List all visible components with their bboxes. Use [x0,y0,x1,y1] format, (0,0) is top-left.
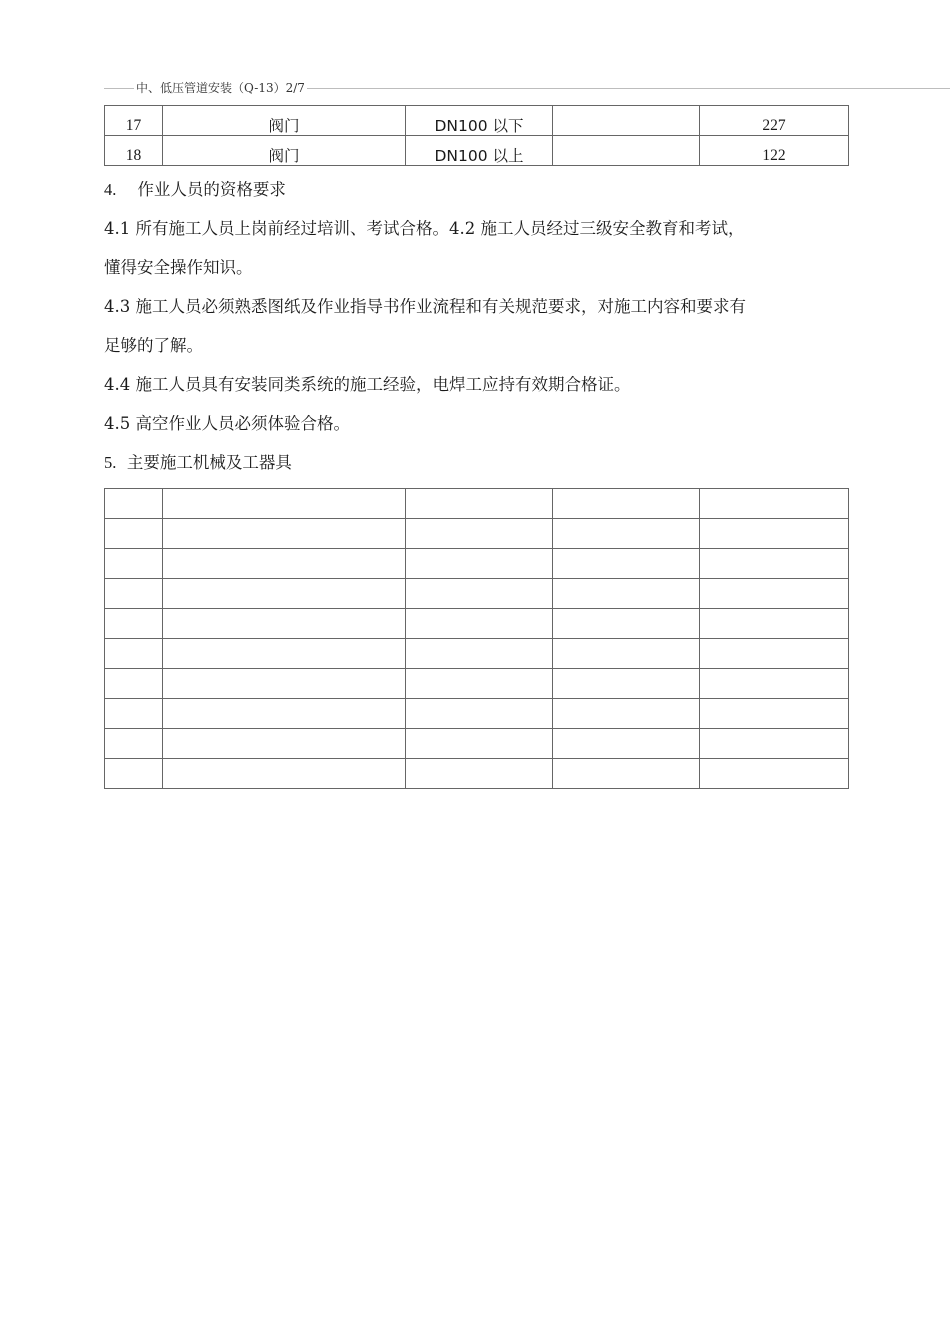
table-cell [163,639,406,669]
table-cell [105,489,163,519]
table-cell [406,579,553,609]
table-cell [105,759,163,789]
table-row [105,699,849,729]
row-number: 18 [105,136,163,166]
table-cell [163,759,406,789]
table-cell [700,759,849,789]
table-row [105,759,849,789]
paragraph-4-3-line-2: 足够的了解。 [104,336,203,355]
tools-table-body [105,489,849,789]
table-cell [553,519,700,549]
table-row [105,609,849,639]
table-cell [700,699,849,729]
table-cell [406,729,553,759]
paragraph-4-5: 4.5 高空作业人员必须体验合格。 [104,414,350,433]
table-cell [163,519,406,549]
table-cell [553,609,700,639]
item-blank [553,136,700,166]
table-cell [406,759,553,789]
header-text: 中、低压管道安装（Q-13）2/7 [136,81,305,95]
section-5-heading [104,451,292,475]
table-cell [700,549,849,579]
table-row [105,579,849,609]
row-number: 17 [105,106,163,136]
table-cell [700,519,849,549]
item-spec: DN100 以上 [406,136,553,166]
table-cell [105,549,163,579]
item-name: 阀门 [163,106,406,136]
materials-table [104,105,849,166]
table-row [105,519,849,549]
table-row [105,106,849,136]
table-cell [105,699,163,729]
table-cell [700,489,849,519]
table-cell [553,549,700,579]
table-row [105,729,849,759]
paragraph-4-3-line-1: 4.3 施工人员必须熟悉图纸及作业指导书作业流程和有关规范要求，对施工内容和要求有 [104,297,746,316]
table-cell [700,579,849,609]
section-4-title: 作业人员的资格要求 [137,180,286,199]
table-cell [163,579,406,609]
table-cell [163,609,406,639]
section-4-number: 4. [104,180,117,199]
table-cell [163,549,406,579]
table-cell [105,609,163,639]
table-row [105,549,849,579]
table-cell [406,549,553,579]
section-4-heading [104,178,286,202]
section-5-number: 5. [104,453,117,472]
table-cell [105,519,163,549]
page-header [104,78,950,98]
paragraph-4-1-line-1: 4.1 所有施工人员上岗前经过培训、考试合格。4.2 施工人员经过三级安全教育和考试， [104,219,745,238]
tools-table [104,488,849,789]
table-cell [700,609,849,639]
item-quantity: 122 [700,136,849,166]
table-cell [553,639,700,669]
table-row [105,136,849,166]
table-cell [105,639,163,669]
table-cell [553,489,700,519]
table-cell [553,729,700,759]
table-cell [105,669,163,699]
table-cell [163,699,406,729]
table-cell [163,729,406,759]
table-cell [406,609,553,639]
item-quantity: 227 [700,106,849,136]
table-cell [553,759,700,789]
paragraph-4-1-line-2: 懂得安全操作知识。 [104,258,253,277]
table-cell [406,489,553,519]
section-5-title: 主要施工机械及工器具 [126,453,292,472]
table-cell [406,699,553,729]
paragraph-4-4: 4.4 施工人员具有安装同类系统的施工经验，电焊工应持有效期合格证。 [104,375,631,394]
table-cell [163,669,406,699]
table-row [105,489,849,519]
table-cell [700,639,849,669]
table-cell [105,579,163,609]
table-cell [406,519,553,549]
table-row [105,639,849,669]
table-cell [700,669,849,699]
table-row [105,669,849,699]
table-cell [553,699,700,729]
item-spec: DN100 以下 [406,106,553,136]
table-cell [553,669,700,699]
item-blank [553,106,700,136]
table-cell [406,639,553,669]
table-cell [163,489,406,519]
table-cell [406,669,553,699]
table-cell [700,729,849,759]
table-cell [105,729,163,759]
table-cell [553,579,700,609]
item-name: 阀门 [163,136,406,166]
